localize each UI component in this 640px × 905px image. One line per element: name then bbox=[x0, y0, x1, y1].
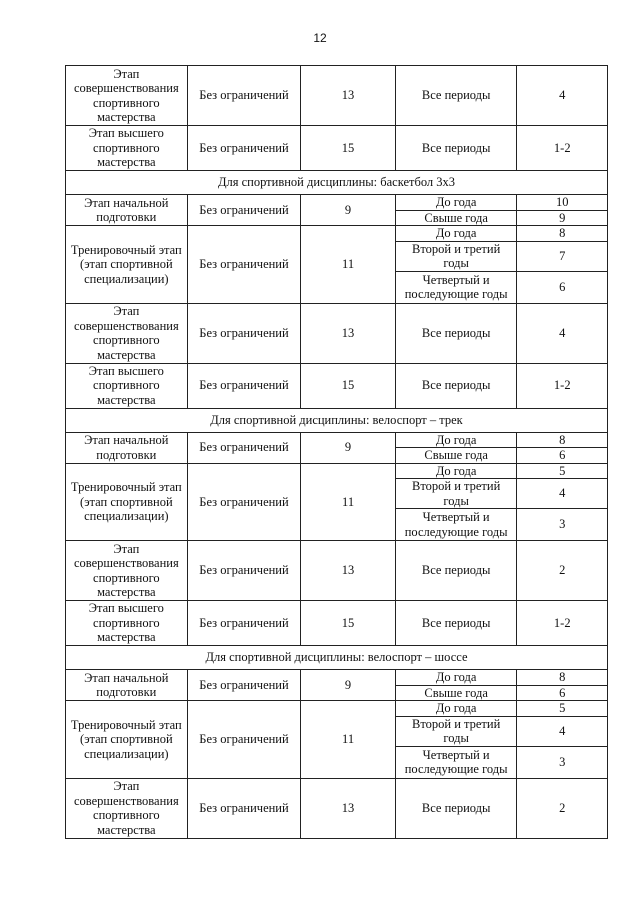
age-limit-cell: Без ограничений bbox=[187, 432, 301, 463]
stage-cell: Этап начальной подготовки bbox=[66, 670, 188, 701]
age-limit-cell: Без ограничений bbox=[187, 126, 301, 171]
age-limit-cell: Без ограничений bbox=[187, 701, 301, 779]
period-cell: Все периоды bbox=[395, 363, 517, 408]
value-cell: 5 bbox=[517, 701, 608, 717]
stage-cell: Этап совершенствования спортивного мастерства bbox=[66, 66, 188, 126]
stage-cell: Этап начальной подготовки bbox=[66, 432, 188, 463]
training-stages-table bbox=[65, 65, 608, 839]
table-row bbox=[66, 226, 608, 242]
value-cell: 8 bbox=[517, 226, 608, 242]
age-limit-cell: Без ограничений bbox=[187, 66, 301, 126]
value-cell: 2 bbox=[517, 778, 608, 838]
period-cell: Второй и третий годы bbox=[395, 241, 517, 271]
stage-cell: Этап совершенствования спортивного мастерства bbox=[66, 303, 188, 363]
table-row bbox=[66, 66, 608, 126]
period-cell: Все периоды bbox=[395, 541, 517, 601]
period-cell: До года bbox=[395, 670, 517, 686]
value-cell: 3 bbox=[517, 509, 608, 541]
table-row bbox=[66, 778, 608, 838]
stage-cell: Тренировочный этап (этап спортивной специализации) bbox=[66, 701, 188, 779]
period-cell: Четвертый и последующие годы bbox=[395, 746, 517, 778]
section-header: Для спортивной дисциплины: баскетбол 3x3 bbox=[66, 171, 608, 195]
age-limit-cell: Без ограничений bbox=[187, 670, 301, 701]
period-cell: Четвертый и последующие годы bbox=[395, 271, 517, 303]
min-age-cell: 13 bbox=[301, 778, 396, 838]
stage-cell: Этап начальной подготовки bbox=[66, 195, 188, 226]
age-limit-cell: Без ограничений bbox=[187, 778, 301, 838]
period-cell: Свыше года bbox=[395, 685, 517, 701]
table-row bbox=[66, 363, 608, 408]
stage-cell: Этап высшего спортивного мастерства bbox=[66, 126, 188, 171]
stage-cell: Этап высшего спортивного мастерства bbox=[66, 601, 188, 646]
min-age-cell: 9 bbox=[301, 195, 396, 226]
age-limit-cell: Без ограничений bbox=[187, 363, 301, 408]
period-cell: До года bbox=[395, 463, 517, 479]
value-cell: 8 bbox=[517, 432, 608, 448]
min-age-cell: 9 bbox=[301, 670, 396, 701]
value-cell: 6 bbox=[517, 448, 608, 464]
stage-cell: Тренировочный этап (этап спортивной специализации) bbox=[66, 463, 188, 541]
table-row bbox=[66, 670, 608, 686]
table-row bbox=[66, 701, 608, 717]
stage-cell: Этап высшего спортивного мастерства bbox=[66, 363, 188, 408]
section-header-row bbox=[66, 646, 608, 670]
value-cell: 4 bbox=[517, 66, 608, 126]
stage-cell: Тренировочный этап (этап спортивной специализации) bbox=[66, 226, 188, 304]
age-limit-cell: Без ограничений bbox=[187, 463, 301, 541]
stage-cell: Этап совершенствования спортивного мастерства bbox=[66, 541, 188, 601]
table-row bbox=[66, 463, 608, 479]
min-age-cell: 11 bbox=[301, 463, 396, 541]
value-cell: 6 bbox=[517, 685, 608, 701]
table-row bbox=[66, 541, 608, 601]
stage-cell: Этап совершенствования спортивного мастерства bbox=[66, 778, 188, 838]
period-cell: Свыше года bbox=[395, 210, 517, 226]
value-cell: 1-2 bbox=[517, 601, 608, 646]
period-cell: Все периоды bbox=[395, 126, 517, 171]
period-cell: До года bbox=[395, 701, 517, 717]
table-row bbox=[66, 601, 608, 646]
value-cell: 4 bbox=[517, 479, 608, 509]
value-cell: 1-2 bbox=[517, 126, 608, 171]
period-cell: Все периоды bbox=[395, 778, 517, 838]
section-header: Для спортивной дисциплины: велоспорт – трек bbox=[66, 408, 608, 432]
min-age-cell: 15 bbox=[301, 126, 396, 171]
age-limit-cell: Без ограничений bbox=[187, 195, 301, 226]
period-cell: Четвертый и последующие годы bbox=[395, 509, 517, 541]
value-cell: 4 bbox=[517, 716, 608, 746]
min-age-cell: 9 bbox=[301, 432, 396, 463]
min-age-cell: 13 bbox=[301, 303, 396, 363]
table-row bbox=[66, 432, 608, 448]
table-container bbox=[65, 65, 608, 839]
period-cell: Все периоды bbox=[395, 66, 517, 126]
value-cell: 10 bbox=[517, 195, 608, 211]
period-cell: До года bbox=[395, 226, 517, 242]
period-cell: До года bbox=[395, 195, 517, 211]
value-cell: 4 bbox=[517, 303, 608, 363]
table-row bbox=[66, 303, 608, 363]
value-cell: 9 bbox=[517, 210, 608, 226]
table-row bbox=[66, 126, 608, 171]
period-cell: До года bbox=[395, 432, 517, 448]
page-number: 12 bbox=[313, 31, 327, 45]
age-limit-cell: Без ограничений bbox=[187, 601, 301, 646]
section-header-row bbox=[66, 408, 608, 432]
value-cell: 2 bbox=[517, 541, 608, 601]
period-cell: Все периоды bbox=[395, 303, 517, 363]
min-age-cell: 11 bbox=[301, 226, 396, 304]
min-age-cell: 13 bbox=[301, 66, 396, 126]
period-cell: Второй и третий годы bbox=[395, 716, 517, 746]
period-cell: Все периоды bbox=[395, 601, 517, 646]
period-cell: Второй и третий годы bbox=[395, 479, 517, 509]
min-age-cell: 15 bbox=[301, 601, 396, 646]
period-cell: Свыше года bbox=[395, 448, 517, 464]
table-row bbox=[66, 195, 608, 211]
min-age-cell: 15 bbox=[301, 363, 396, 408]
value-cell: 6 bbox=[517, 271, 608, 303]
value-cell: 3 bbox=[517, 746, 608, 778]
min-age-cell: 11 bbox=[301, 701, 396, 779]
value-cell: 5 bbox=[517, 463, 608, 479]
age-limit-cell: Без ограничений bbox=[187, 226, 301, 304]
section-header-row bbox=[66, 171, 608, 195]
section-header: Для спортивной дисциплины: велоспорт – шоссе bbox=[66, 646, 608, 670]
min-age-cell: 13 bbox=[301, 541, 396, 601]
age-limit-cell: Без ограничений bbox=[187, 541, 301, 601]
value-cell: 8 bbox=[517, 670, 608, 686]
value-cell: 7 bbox=[517, 241, 608, 271]
value-cell: 1-2 bbox=[517, 363, 608, 408]
age-limit-cell: Без ограничений bbox=[187, 303, 301, 363]
